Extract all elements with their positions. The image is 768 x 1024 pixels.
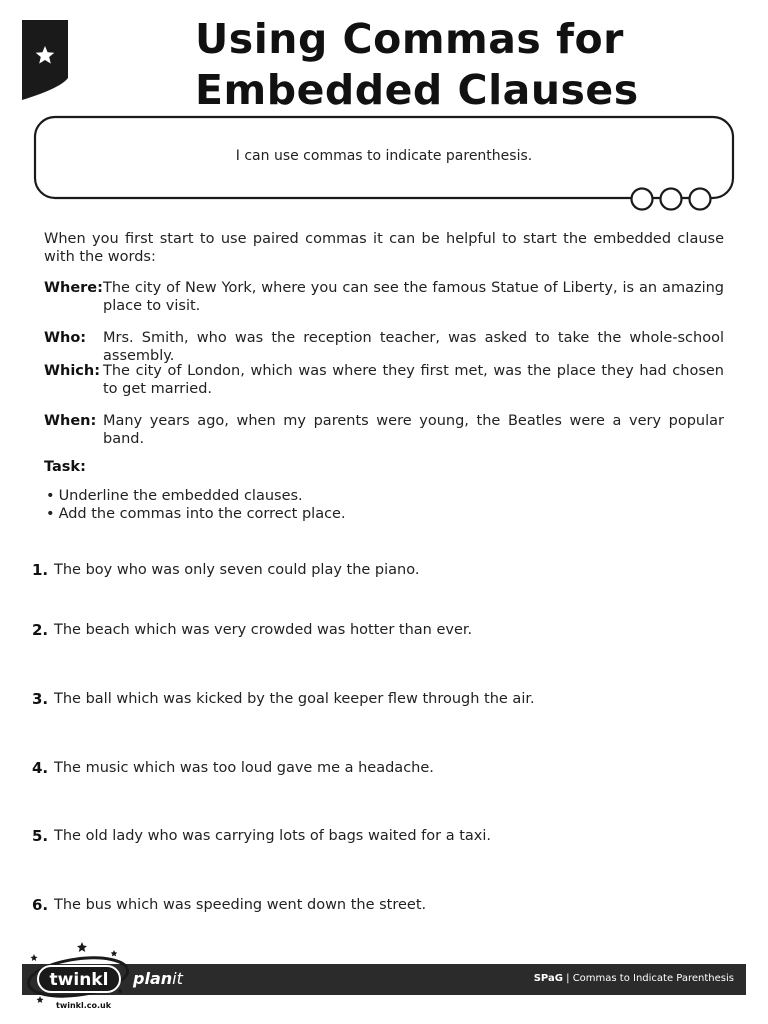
- title-line-1: Using Commas for: [195, 15, 624, 63]
- question-number: 6.: [32, 896, 49, 914]
- footer-topic: Commas to Indicate Parenthesis: [572, 973, 734, 984]
- question-2: [32, 621, 732, 639]
- example-label: When:: [44, 413, 97, 429]
- question-4: [32, 759, 732, 777]
- footer-subject: SPaG: [533, 973, 563, 984]
- planit-plan: plan: [133, 969, 173, 988]
- footer-separator: |: [562, 973, 573, 984]
- question-text: The old lady who was carrying lots of bags waited for a taxi.: [54, 828, 491, 844]
- example-sentence: The city of London, which was where they first met, was the place they had chosen to get married.: [103, 363, 724, 397]
- question-1: [32, 561, 732, 579]
- task-heading: Task:: [44, 459, 86, 475]
- planit-brand: [133, 969, 183, 988]
- question-number: 5.: [32, 827, 49, 845]
- footer-caption: [534, 973, 734, 984]
- example-who: [44, 329, 724, 365]
- question-number: 2.: [32, 621, 49, 639]
- intro-text: When you first start to use paired commas it can be helpful to start the embedded clause with the words:: [44, 231, 724, 265]
- example-where: [44, 279, 724, 315]
- question-number: 3.: [32, 690, 49, 708]
- task-list: [46, 487, 346, 523]
- example-sentence: The city of New York, where you can see the famous Statue of Liberty, is an amazing place to visit.: [103, 280, 724, 314]
- planit-it: it: [172, 969, 183, 988]
- question-6: [32, 896, 732, 914]
- question-text: The bus which was speeding went down the street.: [54, 897, 427, 913]
- question-number: 4.: [32, 759, 49, 777]
- question-3: [32, 690, 732, 708]
- example-label: Which:: [44, 363, 101, 379]
- question-text: The boy who was only seven could play the piano.: [54, 562, 420, 578]
- question-text: The beach which was very crowded was hotter than ever.: [54, 622, 473, 638]
- task-item: • Underline the embedded clauses.: [46, 487, 346, 505]
- question-5: [32, 827, 732, 845]
- star-bookmark-icon: [22, 20, 68, 102]
- learning-objective: I can use commas to indicate parenthesis.: [235, 148, 533, 164]
- task-item: • Add the commas into the correct place.: [46, 505, 346, 523]
- question-text: The music which was too loud gave me a headache.: [54, 760, 434, 776]
- example-when: [44, 412, 724, 448]
- example-label: Where:: [44, 280, 103, 296]
- example-sentence: Mrs. Smith, who was the reception teacher, was asked to take the whole-school assembly.: [103, 330, 724, 364]
- example-sentence: Many years ago, when my parents were young, the Beatles were a very popular band.: [103, 413, 724, 447]
- question-text: The ball which was kicked by the goal keeper flew through the air.: [54, 691, 535, 707]
- example-which: [44, 362, 724, 398]
- twinkl-logo-text: twinkl: [49, 970, 109, 990]
- question-number: 1.: [32, 561, 49, 579]
- page-title: [195, 14, 639, 116]
- twinkl-url: twinkl.co.uk: [56, 1001, 112, 1010]
- title-line-2: Embedded Clauses: [195, 66, 639, 114]
- example-label: Who:: [44, 330, 87, 346]
